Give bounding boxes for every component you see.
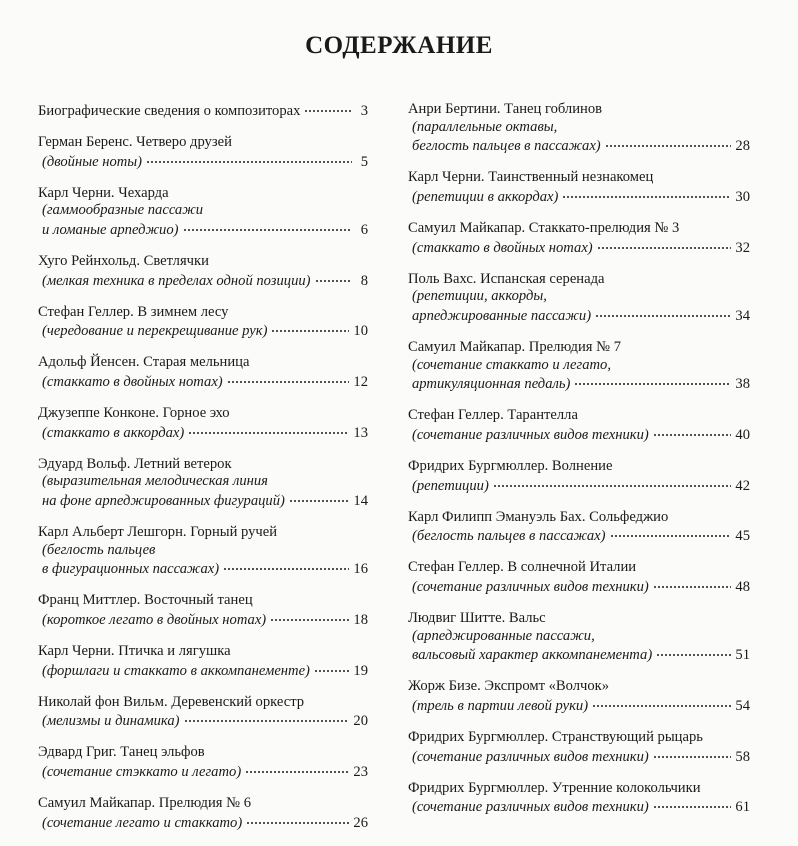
- dot-leader: [574, 372, 731, 386]
- dot-leader: [653, 745, 732, 759]
- toc-page-number: 38: [735, 376, 750, 393]
- toc-entry: [408, 169, 750, 206]
- dot-leader: [245, 760, 349, 774]
- toc-entry-text: (сочетание различных видов техники): [412, 578, 649, 595]
- toc-entry-text: (трель в партии левой руки): [412, 697, 589, 714]
- toc-entry: [38, 354, 368, 391]
- toc-entry-text: на фоне арпеджированных фигураций): [42, 493, 285, 509]
- dot-leader: [605, 134, 732, 148]
- toc-entry-title: [408, 271, 750, 289]
- toc-entry: [408, 559, 750, 596]
- toc-page-number: 3: [360, 103, 368, 119]
- toc-entry-description: [38, 610, 368, 630]
- toc-page-number: 34: [735, 307, 750, 324]
- toc-entry-text: Фридрих Бургмюллер. Волнение: [408, 457, 613, 474]
- toc-entry-text: (репетиции в аккордах): [412, 188, 559, 205]
- toc-page-number: 8: [360, 272, 368, 289]
- toc-entry-text: (короткое легато в двойных нотах): [42, 611, 267, 628]
- toc-entry-description: [408, 696, 750, 716]
- toc-entry-text: Эдуард Вольф. Летний ветерок: [38, 455, 232, 472]
- toc-entry-text: в фигурационных пассажах): [42, 561, 220, 578]
- toc-entry-text: (выразительная мелодическая линия: [42, 473, 268, 490]
- toc-entry-description: [408, 476, 750, 496]
- toc-entry: [38, 101, 368, 121]
- toc-entry-description: [408, 187, 750, 207]
- toc-entry-title: [408, 339, 750, 357]
- dot-leader: [271, 319, 349, 333]
- toc-entry-text: Карл Черни. Таинственный незнакомец: [408, 169, 654, 186]
- toc-entry: [408, 271, 750, 326]
- dot-leader: [146, 150, 352, 164]
- toc-entry-text: и ломаные арпеджио): [42, 221, 179, 238]
- toc-page-number: 32: [735, 239, 750, 256]
- dot-leader: [610, 524, 732, 538]
- toc-entry-description: [38, 423, 368, 443]
- dot-leader: [184, 709, 350, 723]
- toc-entry-text: (двойные ноты): [42, 153, 143, 170]
- toc-entry-description: [408, 306, 750, 326]
- dot-leader: [227, 370, 350, 384]
- toc-entry-text: (сочетание стаккато и легато,: [412, 356, 612, 373]
- toc-page-number: 51: [735, 647, 750, 664]
- toc-entry-description: [38, 220, 368, 240]
- dot-leader: [270, 608, 349, 622]
- toc-page-number: 45: [735, 528, 750, 545]
- dot-leader: [656, 643, 731, 657]
- toc-page-number: 30: [735, 188, 750, 205]
- toc-entry-title: [38, 524, 368, 542]
- toc-entry: [38, 694, 368, 731]
- toc-entry-text: беглость пальцев в пассажах): [412, 138, 601, 155]
- dot-leader: [562, 185, 731, 199]
- toc-page-number: 14: [353, 493, 368, 509]
- toc-entry-description: [408, 136, 750, 156]
- toc-entry-text: Франц Миттлер. Восточный танец: [38, 592, 253, 609]
- toc-entry-text: Фридрих Бургмюллер. Странствующий рыцарь: [408, 728, 703, 745]
- toc-entry-text: Анри Бертини. Танец гоблинов: [408, 101, 603, 117]
- toc-entry-text: Стефан Геллер. В зимнем лесу: [38, 303, 229, 320]
- toc-entry-description: [38, 271, 368, 291]
- toc-entry-text: (стаккато в двойных нотах): [42, 374, 223, 391]
- toc-page-number: 20: [353, 713, 368, 730]
- toc-entry-description: [38, 491, 368, 511]
- toc-entry-text: Карл Черни. Чехарда: [38, 184, 169, 201]
- toc-page-number: 58: [735, 748, 750, 765]
- toc-entry: [38, 134, 368, 171]
- toc-entry-text: (форшлаги и стаккато в аккомпанементе): [42, 662, 310, 679]
- toc-entry-text: (беглость пальцев в пассажах): [412, 528, 606, 545]
- toc-entry-description: [408, 797, 750, 817]
- toc-entry: [38, 185, 368, 240]
- toc-entry-description: [38, 711, 368, 731]
- toc-entry: [408, 780, 750, 817]
- toc-page-number: 48: [735, 578, 750, 595]
- toc-page-number: 12: [353, 374, 368, 391]
- toc-entry-text: Джузеппе Конконе. Горное эхо: [38, 405, 230, 422]
- toc-entry: [408, 220, 750, 257]
- toc-entry-text: Хуго Рейнхольд. Светлячки: [38, 253, 209, 270]
- toc-entry: [38, 405, 368, 442]
- toc-page-number: 19: [353, 662, 368, 679]
- toc-entry-text: (сочетание различных видов техники): [412, 426, 649, 443]
- toc-entry-description: [408, 645, 750, 665]
- toc-entry: [408, 729, 750, 766]
- toc-entry: [408, 509, 750, 546]
- toc-entry-text: (гаммообразные пассажи: [42, 202, 204, 219]
- toc-page-number: 13: [353, 424, 368, 441]
- toc-entry-text: (репетиции): [412, 477, 489, 494]
- toc-entry-description: [38, 372, 368, 392]
- dot-leader: [304, 99, 352, 113]
- toc-entry-text: Николай фон Вильм. Деревенский оркестр: [38, 693, 305, 710]
- toc-entry: [408, 610, 750, 665]
- toc-entry-text: Герман Беренс. Четверо друзей: [38, 134, 232, 151]
- toc-entry-text: (сочетание различных видов техники): [412, 748, 649, 765]
- toc-entry-text: арпеджированные пассажи): [412, 307, 592, 324]
- toc-left-column: [38, 101, 368, 846]
- dot-leader: [183, 218, 352, 232]
- toc-entry-text: Стефан Геллер. В солнечной Италии: [408, 559, 637, 576]
- toc-entry-text: (сочетание различных видов техники): [412, 799, 649, 816]
- toc-entry-text: Стефан Геллер. Тарантелла: [408, 407, 578, 424]
- toc-entry-text: (репетиции, аккорды,: [412, 288, 547, 305]
- toc-entry-text: (арпеджированные пассажи,: [412, 627, 595, 644]
- toc-entry-text: Людвиг Шитте. Вальс: [408, 609, 546, 626]
- toc-entry-description: [408, 374, 750, 394]
- toc-entry-title: [38, 101, 368, 121]
- toc-entry-text: (беглость пальцев: [42, 541, 156, 558]
- toc-entry-text: (чередование и перекрещивание рук): [42, 323, 268, 340]
- toc-entry: [38, 643, 368, 680]
- toc-entry-description: [408, 577, 750, 597]
- toc-entry-description: [38, 762, 368, 782]
- dot-leader: [289, 489, 350, 503]
- toc-entry: [408, 678, 750, 715]
- toc-entry: [408, 458, 750, 495]
- page-title: СОДЕРЖАНИЕ: [305, 32, 493, 59]
- toc-entry-text: (стаккато в двойных нотах): [412, 239, 593, 256]
- dot-leader: [595, 304, 731, 318]
- toc-page-number: 10: [353, 323, 368, 340]
- toc-page-number: 40: [735, 426, 750, 443]
- dot-leader: [315, 269, 352, 283]
- toc-entry: [38, 795, 368, 832]
- toc-entry-text: (мелизмы и динамика): [42, 713, 180, 730]
- toc-entry-description: [38, 152, 368, 172]
- toc-entry: [38, 744, 368, 781]
- toc-entry-text: Карл Черни. Птичка и лягушка: [38, 643, 231, 660]
- toc-page-number: 28: [735, 138, 750, 155]
- toc-entry-text: Фридрих Бургмюллер. Утренние колокольчики: [408, 779, 701, 796]
- dot-leader: [653, 795, 732, 809]
- toc-entry-description: [38, 321, 368, 341]
- toc-entry-title: [408, 101, 750, 119]
- toc-right-column: [408, 101, 750, 830]
- toc-entry-text: Самуил Майкапар. Стаккато-прелюдия № 3: [408, 219, 680, 236]
- toc-entry-description: [408, 747, 750, 767]
- toc-entry-text: (стаккато в аккордах): [42, 424, 185, 441]
- toc-entry: [38, 524, 368, 579]
- toc-page-number: 54: [735, 697, 750, 714]
- toc-entry-text: Биографические сведения о композиторах: [38, 103, 301, 119]
- toc-entry: [38, 253, 368, 290]
- toc-entry-text: Карл Филипп Эмануэль Бах. Сольфеджио: [408, 508, 669, 525]
- toc-entry-text: (сочетание стэккато и легато): [42, 764, 242, 781]
- toc-entry: [408, 407, 750, 444]
- toc-page-number: 61: [735, 799, 750, 816]
- toc-page-number: 18: [353, 611, 368, 628]
- toc-entry-title: [408, 610, 750, 628]
- toc-entry: [38, 456, 368, 511]
- toc-entry: [408, 339, 750, 394]
- dot-leader: [188, 421, 349, 435]
- toc-page-number: 5: [360, 153, 368, 170]
- toc-entry-text: Самуил Майкапар. Прелюдия № 6: [38, 795, 252, 812]
- toc-page-number: 42: [735, 477, 750, 494]
- toc-entry: [38, 304, 368, 341]
- toc-entry: [408, 101, 750, 156]
- toc-entry: [38, 592, 368, 629]
- toc-page-number: 23: [353, 764, 368, 781]
- toc-entry-text: вальсовый характер аккомпанемента): [412, 647, 653, 664]
- toc-entry-title: [38, 185, 368, 203]
- toc-entry-description: [408, 238, 750, 258]
- toc-page-number: 16: [353, 561, 368, 578]
- dot-leader: [653, 575, 732, 589]
- toc-entry-description: [38, 661, 368, 681]
- toc-entry-description: [408, 425, 750, 445]
- dot-leader: [653, 423, 732, 437]
- toc-entry-text: Эдвард Григ. Танец эльфов: [38, 744, 205, 761]
- toc-entry-text: Поль Вахс. Испанская серенада: [408, 270, 605, 287]
- toc-entry-title: [38, 456, 368, 474]
- dot-leader: [493, 474, 732, 488]
- toc-entry-description: [38, 559, 368, 579]
- toc-entry-text: Адольф Йенсен. Старая мельница: [38, 354, 250, 371]
- dot-leader: [314, 659, 349, 673]
- toc-entry-text: Самуил Майкапар. Прелюдия № 7: [408, 338, 622, 355]
- toc-page-number: 6: [360, 221, 368, 238]
- toc-page-number: 26: [353, 814, 368, 831]
- toc-entry-text: (сочетание легато и стаккато): [42, 814, 243, 831]
- toc-entry-text: артикуляционная педаль): [412, 376, 571, 393]
- toc-entry-text: Карл Альберт Лешгорн. Горный ручей: [38, 524, 278, 541]
- toc-entry-text: Жорж Бизе. Экспромт «Волчок»: [408, 678, 610, 695]
- toc-entry-description: [38, 813, 368, 833]
- toc-entry-description: [408, 526, 750, 546]
- toc-entry-text: (параллельные октавы,: [412, 118, 558, 135]
- dot-leader: [597, 236, 732, 250]
- dot-leader: [223, 557, 349, 571]
- toc-entry-text: (мелкая техника в пределах одной позиции): [42, 272, 311, 289]
- dot-leader: [592, 694, 731, 708]
